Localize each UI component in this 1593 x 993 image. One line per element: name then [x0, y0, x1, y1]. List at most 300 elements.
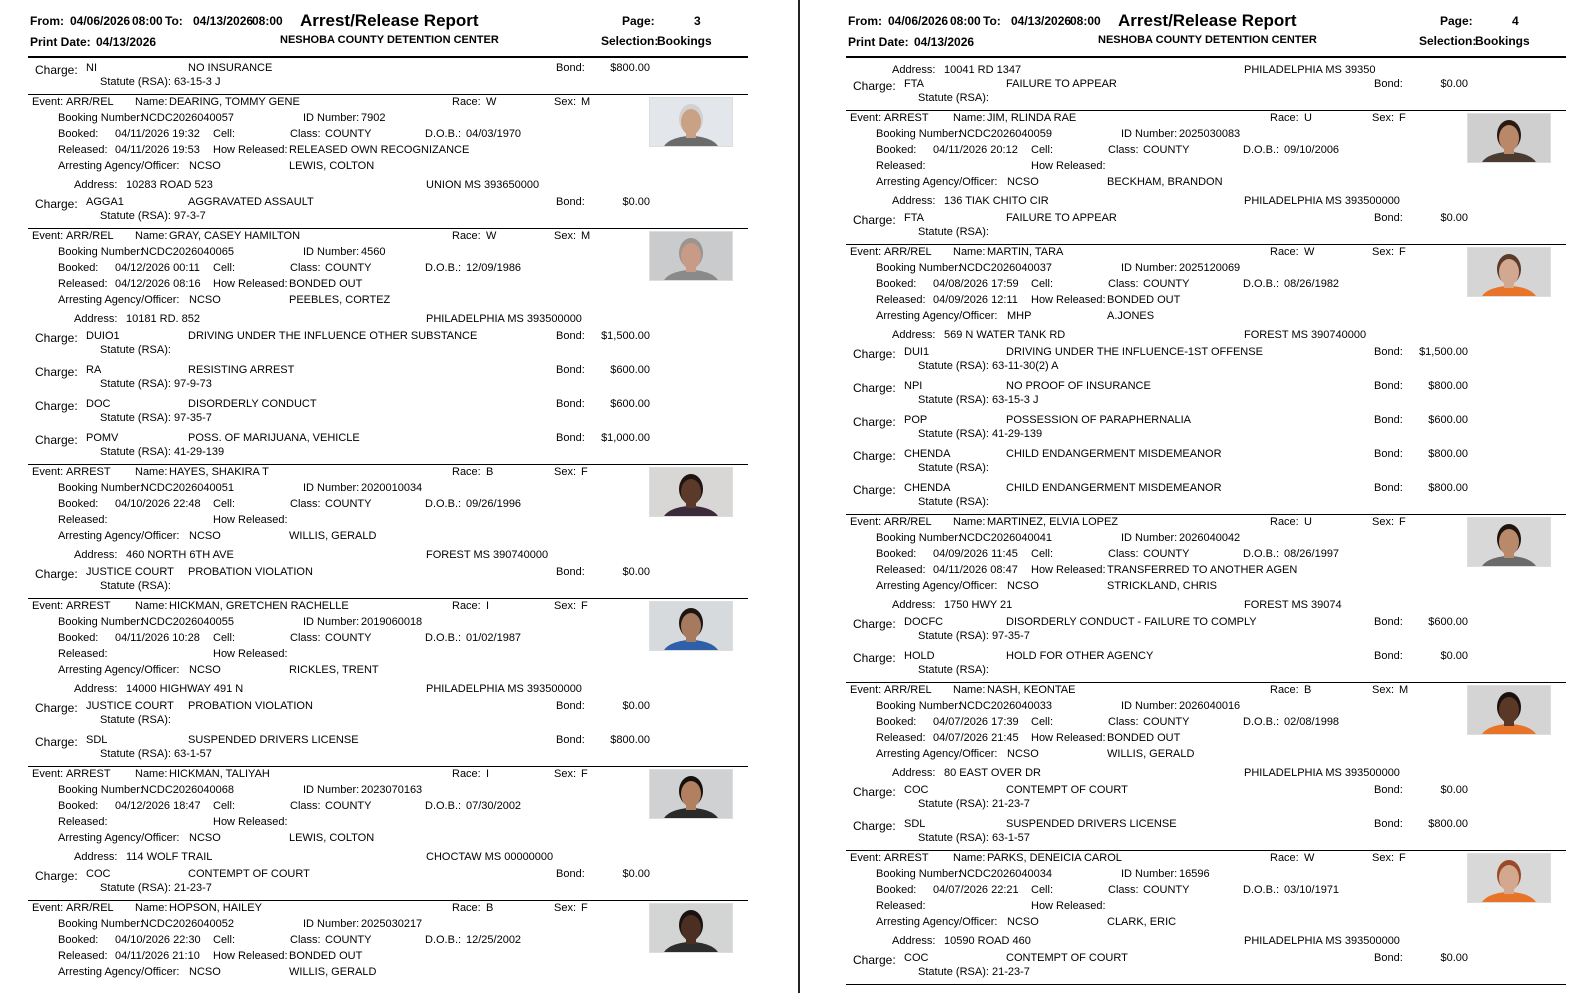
charge-code: DUI1	[904, 346, 930, 358]
dob-label: D.O.B.:	[1243, 716, 1280, 728]
statute-row	[28, 344, 748, 358]
race-label: Race:	[452, 96, 481, 108]
bond-amount: $0.00	[1440, 952, 1468, 964]
sex-value: F	[1399, 112, 1406, 124]
statute-value: 63-1-57	[174, 748, 212, 760]
cell-label: Cell:	[1031, 144, 1054, 156]
agency-label: Arresting Agency/Officer:	[58, 832, 180, 844]
class-label: Class:	[290, 498, 321, 510]
booking-row	[846, 261, 1566, 277]
address-value: 80 EAST OVER DR	[944, 767, 1041, 779]
bond-label: Bond:	[1374, 650, 1403, 662]
agency-value: NCSO	[1007, 748, 1039, 760]
charge-row	[846, 480, 1566, 496]
class-value: COUNTY	[325, 262, 372, 274]
statute-row	[846, 226, 1566, 240]
bond-amount: $0.00	[1440, 784, 1468, 796]
id-number: 2019060018	[361, 616, 423, 628]
officer-name: PEEBLES, CORTEZ	[289, 294, 391, 306]
inmate-name: MARTINEZ, ELVIA LOPEZ	[987, 516, 1119, 528]
charge-label: Charge:	[35, 365, 78, 379]
released-label: Released:	[58, 648, 108, 660]
mugshot-photo	[1467, 247, 1551, 297]
sex-value: M	[581, 230, 591, 242]
officer-name: A.JONES	[1107, 310, 1155, 322]
race-label: Race:	[1270, 852, 1299, 864]
event-type: ARR/REL	[884, 516, 932, 528]
id-number-label: ID Number:	[303, 112, 360, 124]
statute-label: Statute (RSA):	[100, 748, 171, 760]
how-released-label: How Released:	[213, 144, 288, 156]
charge-label: Charge:	[35, 701, 78, 715]
inmate-name: HICKMAN, TALIYAH	[169, 768, 270, 780]
mugshot-photo	[649, 601, 733, 651]
inmate-name: JIM, RLINDA RAE	[987, 112, 1077, 124]
inmate-name: PARKS, DENEICIA CAROL	[987, 852, 1122, 864]
address-row	[846, 60, 1566, 76]
charge-row	[28, 430, 748, 446]
class-value: COUNTY	[1143, 144, 1190, 156]
charge-description: DISORDERLY CONDUCT	[188, 398, 317, 410]
sex-value: F	[1399, 852, 1406, 864]
statute-value: 97-35-7	[174, 412, 212, 424]
bond-amount: $800.00	[1428, 448, 1468, 460]
bond-amount: $0.00	[1440, 78, 1468, 90]
id-number-label: ID Number:	[1121, 868, 1178, 880]
statute-label: Statute (RSA):	[918, 360, 989, 372]
statute-label: Statute (RSA):	[100, 580, 171, 592]
booked-label: Booked:	[58, 128, 99, 140]
race-value: U	[1304, 112, 1312, 124]
name-label: Name:	[953, 112, 986, 124]
agency-label: Arresting Agency/Officer:	[58, 160, 180, 172]
class-label: Class:	[1108, 548, 1139, 560]
dob-label: D.O.B.:	[1243, 278, 1280, 290]
sex-label: Sex:	[554, 96, 577, 108]
charge-label: Charge:	[853, 953, 896, 967]
event-type: ARR/REL	[884, 246, 932, 258]
booking-record	[28, 599, 748, 767]
charge-code: JUSTICE COURT	[86, 566, 174, 578]
dob-value: 09/26/1996	[466, 498, 522, 510]
bond-amount: $600.00	[1428, 414, 1468, 426]
charge-code: DOCFC	[904, 616, 944, 628]
sex-label: Sex:	[554, 466, 577, 478]
address-value: 10181 RD. 852	[126, 313, 200, 325]
class-label: Class:	[1108, 716, 1139, 728]
booked-label: Booked:	[876, 884, 917, 896]
event-row	[28, 95, 748, 111]
booked-datetime: 04/07/2026 22:21	[933, 884, 1019, 896]
bond-label: Bond:	[1374, 380, 1403, 392]
booking-record	[846, 245, 1566, 515]
bond-label: Bond:	[1374, 346, 1403, 358]
statute-value: 63-15-3 J	[992, 394, 1039, 406]
released-row	[846, 899, 1566, 915]
dob-value: 02/08/1998	[1284, 716, 1340, 728]
charge-code: DOC	[86, 398, 111, 410]
inmate-name: NASH, KEONTAE	[987, 684, 1076, 696]
bond-label: Bond:	[1374, 818, 1403, 830]
agency-value: NCSO	[189, 294, 221, 306]
city-state-zip: PHILADELPHIA MS 393500000	[426, 313, 582, 325]
agency-value: NCSO	[1007, 580, 1039, 592]
statute-label: Statute (RSA):	[918, 832, 989, 844]
statute-label: Statute (RSA):	[918, 664, 989, 676]
booked-datetime: 04/08/2026 17:59	[933, 278, 1019, 290]
event-label: Event:	[32, 902, 64, 914]
dob-value: 03/10/1971	[1284, 884, 1340, 896]
booking-number: NCDC2026040057	[141, 112, 234, 124]
from-date: 04/06/2026	[70, 14, 131, 28]
how-released-label: How Released:	[213, 950, 288, 962]
statute-row	[846, 496, 1566, 510]
booked-row	[28, 631, 748, 647]
booked-row	[28, 127, 748, 143]
class-label: Class:	[290, 128, 321, 140]
charge-description: CONTEMPT OF COURT	[1006, 784, 1128, 796]
bond-amount: $0.00	[1440, 650, 1468, 662]
event-type: ARR/REL	[884, 684, 932, 696]
bond-label: Bond:	[1374, 482, 1403, 494]
class-value: COUNTY	[1143, 548, 1190, 560]
booked-datetime: 04/10/2026 22:48	[115, 498, 201, 510]
bond-label: Bond:	[556, 330, 585, 342]
how-released-label: How Released:	[1031, 564, 1106, 576]
agency-label: Arresting Agency/Officer:	[58, 966, 180, 978]
statute-row	[28, 882, 748, 896]
booking-number: NCDC2026040052	[141, 918, 234, 930]
id-number: 2023070163	[361, 784, 423, 796]
released-label: Released:	[58, 278, 108, 290]
statute-label: Statute (RSA):	[918, 92, 989, 104]
id-number: 7902	[361, 112, 386, 124]
released-label: Released:	[876, 900, 926, 912]
agency-label: Arresting Agency/Officer:	[876, 580, 998, 592]
bond-amount: $800.00	[1428, 818, 1468, 830]
charge-description: DISORDERLY CONDUCT - FAILURE TO COMPLY	[1006, 616, 1257, 628]
bond-amount: $1,000.00	[601, 432, 650, 444]
dob-label: D.O.B.:	[425, 934, 462, 946]
statute-row	[846, 798, 1566, 812]
id-number: 2025030083	[1179, 128, 1241, 140]
agency-row	[846, 747, 1566, 763]
agency-value: NCSO	[189, 832, 221, 844]
page-divider	[798, 0, 800, 993]
charge-label: Charge:	[853, 617, 896, 631]
booking-label: Booking Number:	[58, 482, 143, 494]
race-label: Race:	[452, 466, 481, 478]
charge-row	[28, 564, 748, 580]
race-label: Race:	[1270, 246, 1299, 258]
booking-number: NCDC2026040065	[141, 246, 234, 258]
city-state-zip: FOREST MS 390740000	[1244, 329, 1367, 341]
charge-label: Charge:	[853, 449, 896, 463]
charge-code: SDL	[904, 818, 926, 830]
booked-label: Booked:	[58, 498, 99, 510]
sex-value: F	[1399, 246, 1406, 258]
mugshot-image	[650, 602, 732, 650]
cell-label: Cell:	[213, 800, 236, 812]
charge-code: JUSTICE COURT	[86, 700, 174, 712]
released-row	[846, 293, 1566, 309]
booked-datetime: 04/09/2026 11:45	[933, 548, 1018, 560]
print-date: 04/13/2026	[914, 35, 975, 49]
how-released-label: How Released:	[213, 648, 288, 660]
statute-label: Statute (RSA):	[100, 446, 171, 458]
event-row	[846, 515, 1566, 531]
charge-label: Charge:	[853, 483, 896, 497]
event-row	[28, 229, 748, 245]
statute-row	[28, 580, 748, 594]
charge-label: Charge:	[35, 63, 78, 77]
booked-datetime: 04/11/2026 20:12	[933, 144, 1018, 156]
address-label: Address:	[74, 313, 118, 325]
released-label: Released:	[876, 294, 926, 306]
agency-label: Arresting Agency/Officer:	[58, 664, 180, 676]
mugshot-image	[1468, 248, 1550, 296]
statute-row	[846, 832, 1566, 846]
race-label: Race:	[1270, 684, 1299, 696]
charge-row	[28, 732, 748, 748]
to-time: 08:00	[1070, 14, 1101, 28]
continued-record	[28, 60, 748, 95]
address-value: 10590 ROAD 460	[944, 935, 1031, 947]
cell-label: Cell:	[213, 128, 236, 140]
mugshot-image	[650, 232, 732, 280]
event-row	[846, 851, 1566, 867]
from-date: 04/06/2026	[888, 14, 949, 28]
id-number: 16596	[1179, 868, 1210, 880]
sex-value: F	[581, 902, 588, 914]
dob-value: 12/25/2002	[466, 934, 522, 946]
statute-label: Statute (RSA):	[100, 882, 171, 894]
class-label: Class:	[290, 262, 321, 274]
id-number: 2020010034	[361, 482, 423, 494]
statute-value: 21-23-7	[992, 966, 1030, 978]
released-row	[846, 731, 1566, 747]
bond-amount: $800.00	[610, 734, 650, 746]
charge-row	[846, 648, 1566, 664]
event-label: Event:	[850, 246, 882, 258]
statute-label: Statute (RSA):	[918, 226, 989, 238]
address-label: Address:	[74, 179, 118, 191]
class-label: Class:	[1108, 884, 1139, 896]
race-value: U	[1304, 516, 1312, 528]
agency-value: MHP	[1007, 310, 1032, 322]
to-time: 08:00	[252, 14, 283, 28]
event-label: Event:	[32, 96, 64, 108]
charge-code: NI	[86, 62, 97, 74]
booking-record	[846, 515, 1566, 683]
how-released-label: How Released:	[213, 514, 288, 526]
charge-code: CHENDA	[904, 448, 951, 460]
address-row	[846, 931, 1566, 950]
how-released-value: BONDED OUT	[1107, 732, 1181, 744]
page-label: Page:	[622, 14, 655, 28]
race-value: B	[486, 466, 494, 478]
charge-code: FTA	[904, 212, 924, 224]
event-type: ARR/REL	[66, 230, 114, 242]
charge-description: NO PROOF OF INSURANCE	[1006, 380, 1151, 392]
mugshot-photo	[1467, 517, 1551, 567]
charge-label: Charge:	[853, 415, 896, 429]
mugshot-photo	[649, 467, 733, 517]
bond-amount: $0.00	[622, 196, 650, 208]
charge-code: POP	[904, 414, 928, 426]
statute-row	[846, 462, 1566, 476]
address-row	[28, 847, 748, 866]
how-released-label: How Released:	[1031, 732, 1106, 744]
released-row	[28, 949, 748, 965]
to-label: To:	[165, 14, 183, 28]
booked-row	[28, 799, 748, 815]
city-state-zip: FOREST MS 39074	[1244, 599, 1342, 611]
from-time: 08:00	[950, 14, 981, 28]
officer-name: LEWIS, COLTON	[289, 832, 375, 844]
dob-label: D.O.B.:	[425, 262, 462, 274]
charge-description: CHILD ENDANGERMENT MISDEMEANOR	[1006, 448, 1222, 460]
mugshot-image	[650, 468, 732, 516]
id-number-label: ID Number:	[303, 918, 360, 930]
statute-label: Statute (RSA):	[918, 630, 989, 642]
booking-row	[846, 127, 1566, 143]
statute-row	[846, 428, 1566, 442]
name-label: Name:	[953, 684, 986, 696]
statute-row	[846, 92, 1566, 106]
name-label: Name:	[135, 466, 168, 478]
agency-label: Arresting Agency/Officer:	[876, 748, 998, 760]
officer-name: WILLIS, GERALD	[1107, 748, 1195, 760]
statute-label: Statute (RSA):	[100, 344, 171, 356]
agency-value: NCSO	[1007, 176, 1039, 188]
how-released-label: How Released:	[1031, 900, 1106, 912]
charge-label: Charge:	[35, 567, 78, 581]
race-value: I	[486, 768, 490, 780]
booking-row	[846, 867, 1566, 883]
agency-label: Arresting Agency/Officer:	[58, 294, 180, 306]
event-row	[846, 245, 1566, 261]
cell-label: Cell:	[213, 262, 236, 274]
charge-row	[846, 614, 1566, 630]
event-type: ARR/REL	[66, 96, 114, 108]
address-row	[846, 325, 1566, 344]
event-label: Event:	[32, 768, 64, 780]
inmate-name: GRAY, CASEY HAMILTON	[169, 230, 301, 242]
id-number-label: ID Number:	[1121, 700, 1178, 712]
race-label: Race:	[1270, 112, 1299, 124]
report-header	[818, 0, 1593, 60]
bond-amount: $800.00	[1428, 482, 1468, 494]
statute-row	[28, 412, 748, 426]
address-row	[28, 545, 748, 564]
continued-record	[846, 60, 1566, 111]
event-type: ARREST	[884, 112, 929, 124]
booking-label: Booking Number:	[876, 700, 961, 712]
statute-label: Statute (RSA):	[100, 76, 171, 88]
booking-label: Booking Number:	[876, 128, 961, 140]
charge-label: Charge:	[35, 399, 78, 413]
bond-amount: $1,500.00	[601, 330, 650, 342]
race-value: W	[486, 96, 497, 108]
statute-value: 63-11-30(2) A	[992, 360, 1059, 372]
charge-code: RA	[86, 364, 102, 376]
booked-label: Booked:	[876, 144, 917, 156]
booked-label: Booked:	[876, 548, 917, 560]
sex-label: Sex:	[1372, 516, 1395, 528]
booking-label: Booking Number:	[58, 616, 143, 628]
sex-label: Sex:	[554, 230, 577, 242]
how-released-label: How Released:	[1031, 160, 1106, 172]
bond-amount: $600.00	[1428, 616, 1468, 628]
dob-value: 08/26/1982	[1284, 278, 1340, 290]
dob-value: 12/09/1986	[466, 262, 522, 274]
agency-row	[28, 831, 748, 847]
charge-row	[846, 446, 1566, 462]
race-label: Race:	[452, 768, 481, 780]
sex-label: Sex:	[1372, 112, 1395, 124]
page-label: Page:	[1440, 14, 1473, 28]
booked-row	[846, 547, 1566, 563]
how-released-value: RELEASED OWN RECOGNIZANCE	[289, 144, 470, 156]
officer-name: RICKLES, TRENT	[289, 664, 379, 676]
booked-datetime: 04/12/2026 00:11	[115, 262, 200, 274]
statute-row	[846, 394, 1566, 408]
dob-label: D.O.B.:	[1243, 884, 1280, 896]
charge-code: FTA	[904, 78, 924, 90]
bond-label: Bond:	[556, 398, 585, 410]
sex-label: Sex:	[554, 902, 577, 914]
name-label: Name:	[953, 516, 986, 528]
event-label: Event:	[32, 230, 64, 242]
statute-row	[28, 378, 748, 392]
id-number: 2025030217	[361, 918, 423, 930]
statute-value: 97-9-73	[174, 378, 212, 390]
name-label: Name:	[135, 600, 168, 612]
booked-datetime: 04/12/2026 18:47	[115, 800, 201, 812]
released-datetime: 04/07/2026 21:45	[933, 732, 1019, 744]
to-label: To:	[983, 14, 1001, 28]
cell-label: Cell:	[213, 632, 236, 644]
booking-label: Booking Number:	[876, 532, 961, 544]
city-state-zip: FOREST MS 390740000	[426, 549, 549, 561]
charge-code: SDL	[86, 734, 108, 746]
charge-row	[846, 816, 1566, 832]
name-label: Name:	[135, 902, 168, 914]
sex-label: Sex:	[1372, 852, 1395, 864]
charge-row	[846, 378, 1566, 394]
booked-row	[28, 497, 748, 513]
booked-label: Booked:	[58, 800, 99, 812]
address-label: Address:	[892, 767, 936, 779]
booked-label: Booked:	[58, 632, 99, 644]
charge-description: SUSPENDED DRIVERS LICENSE	[1006, 818, 1177, 830]
mugshot-photo	[1467, 685, 1551, 735]
how-released-label: How Released:	[213, 278, 288, 290]
booking-record	[846, 851, 1566, 985]
bond-amount: $1,500.00	[1419, 346, 1468, 358]
officer-name: CLARK, ERIC	[1107, 916, 1177, 928]
facility-name: NESHOBA COUNTY DETENTION CENTER	[280, 34, 499, 46]
charge-label: Charge:	[853, 347, 896, 361]
race-value: W	[1304, 852, 1315, 864]
name-label: Name:	[135, 230, 168, 242]
cell-label: Cell:	[213, 498, 236, 510]
class-value: COUNTY	[325, 128, 372, 140]
address-value: 10283 ROAD 523	[126, 179, 213, 191]
released-datetime: 04/11/2026 21:10	[115, 950, 200, 962]
agency-row	[846, 915, 1566, 931]
